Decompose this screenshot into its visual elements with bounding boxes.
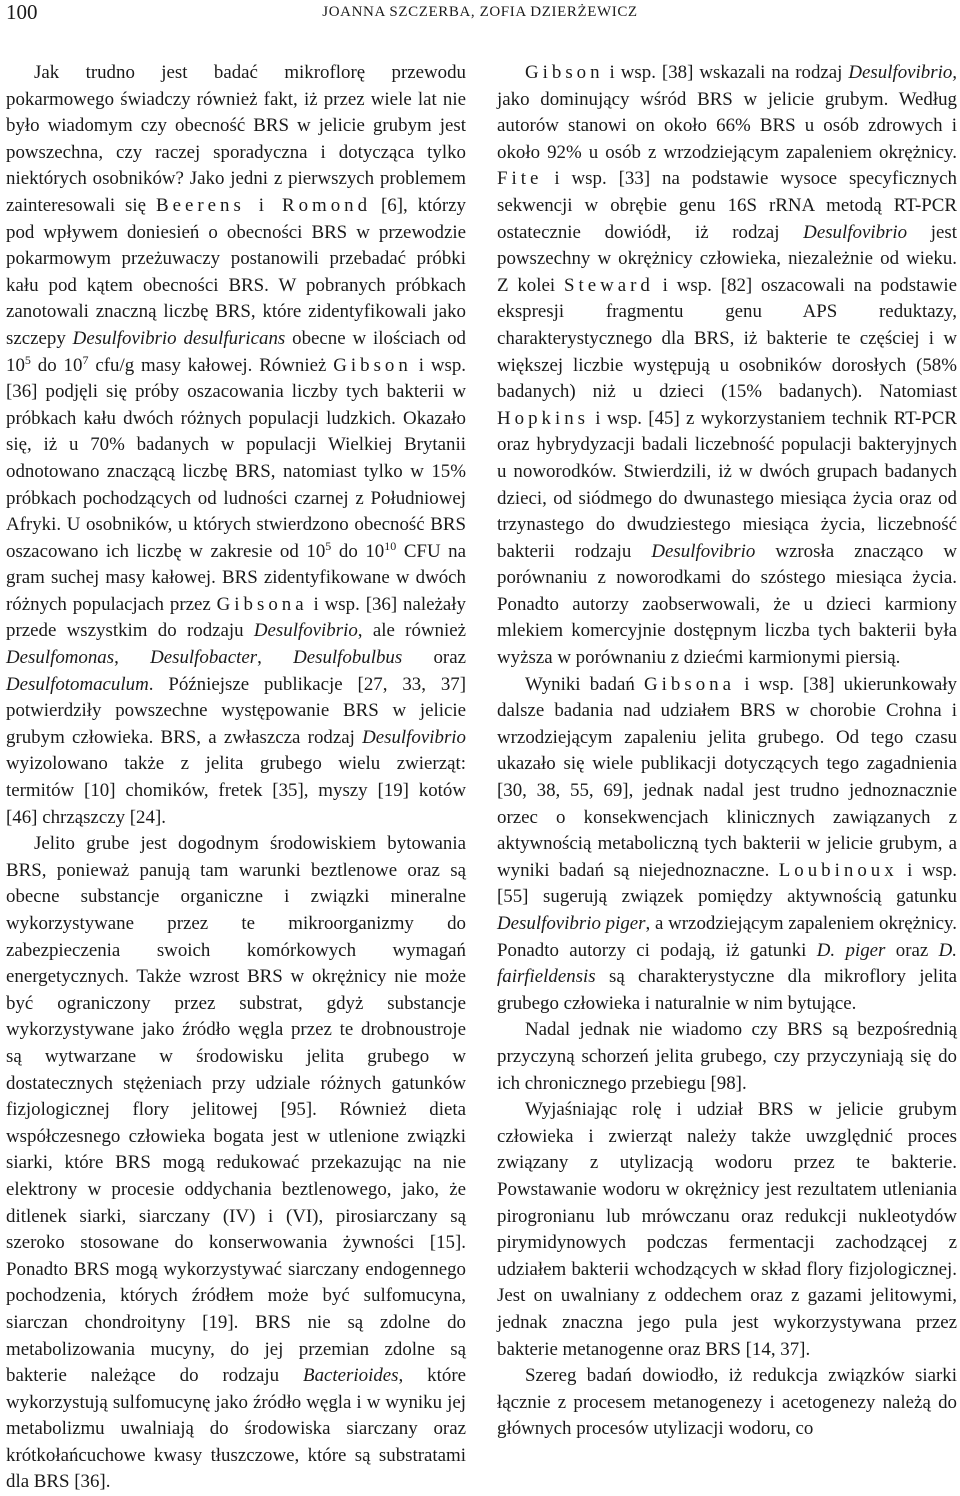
genus-name: Desulfotomaculum xyxy=(6,673,149,695)
genus-name: Desulfovibrio xyxy=(651,540,756,562)
author-name: Hopkins xyxy=(497,407,590,429)
genus-name: Desulfovibrio xyxy=(362,726,466,748)
author-name: Steward xyxy=(563,274,654,296)
author-name: Beerens i Romond xyxy=(155,194,372,216)
left-column xyxy=(6,60,466,1496)
species-name: D. piger xyxy=(816,939,886,961)
genus-name: Desulfomonas xyxy=(6,647,115,669)
paragraph: Jak trudno jest badać mikroflorę przewodu pokarmowego świadczy również fakt, iż przez wiele lat nie było wiadomym czy obecność BRS w jelicie grubym jest powszechna, czy raczej sporadyczna i dotycząca tylko niektórych osobników? Jako jedni z pierwszych problemem zainteresowali się Beerens i Romond [6], którzy pod wpływem doniesień o obecności BRS w przewodzie pokarmowym przeżuwaczy postanowili przebadać próbki kału pod kątem obecności BRS. W pobranych próbkach zanotowali znaczną liczbę BRS, które zidentyfikowali jako szczepy Desulfovibrio desulfuricans obecne w ilościach od $10^5$ do $10^7$ cfu/g masy kałowej. Również Gibson i wsp. [36] podjęli się próby oszacowania liczby tych bakterii w próbkach kału dwóch różnych populacji ludzkich. Okazało się, iż u 70% badanych w populacji Wielkiej Brytanii odnotowano znaczącą liczbę BRS, natomiast tylko w 15% próbkach pochodzących od ludności czarnej z Południowej Afryki. U osobników, u których stwierdzono obecność BRS oszacowano ich liczbę w zakresie od $10^5$ do $10^{10}$ CFU na gram suchej masy kałowej. BRS zidentyfikowane w dwóch różnych populacjach przez Gibsona i wsp. [36] należały przede wszystkim do rodzaju Desulfovibrio, ale również Desulfomonas, Desulfobacter, Desulfobulbus oraz Desulfotomaculum. Późniejsze publikacje [27, 33, 37] potwierdziły powszechne występowanie BRS w jelicie grubym człowieka. BRS, a zwłaszcza rodzaj Desulfovibrio wyizolowano także z jelita grubego wielu zwierząt: termitów [10] chomików, fretek [35], myszy [19] kotów [46] chrząszczy [24]. xyxy=(6,62,467,828)
page-header xyxy=(0,0,960,30)
paragraph: Jelito grube jest dogodnym środowiskiem bytowania BRS, ponieważ panują tam warunki beztlenowe oraz są obecne substancje organiczne i związki mineralne wykorzystywane przez te mikroorganizmy do zabezpieczenia swoich komórkowych wymagań energetycznych. Także wzrost BRS w okrężnicy nie może być ograniczony przez substrat, gdyż substancje wykorzystywane jako źródło węgla przez te drobnoustroje są wytwarzane w środowisku jelita grubego w dostatecznych stężeniach przy udziale różnych gatunków fizjologicznej flory jelitowej [95]. Również dieta współczesnego człowieka bogata jest w utlenione związki siarki, które BRS mogą redukować przekazując na nie elektrony w procesie oddychania beztlenowego, jako, że ditlenek siarki, siarczany (IV) i (VI), pirosiarczany są szeroko stosowane do konserwowania żywności [15]. Ponadto BRS mogą wykorzystywać siarczany endogennego pochodzenia, których źródłem może być sulfomucyna, siarczan chondroityny [19]. BRS nie są zdolne do metabolizowania mucyny, do jej przemian zdolne są bakterie należące do rodzaju Bacterioides, które wykorzystują sulfomucynę jako źródło węgla i w wyniku jej metabolizmu uwalniają do środowiska siarczany oraz krótkołańcuchowe kwasy tłuszczowe, które są substratami dla BRS [36]. xyxy=(6,833,466,1493)
genus-name: Desulfobulbus xyxy=(293,647,403,669)
species-name: Desulfovibrio piger xyxy=(497,913,646,934)
page-number: 100 xyxy=(6,0,38,24)
author-name: Gibsona xyxy=(644,673,735,695)
author-name: Fite xyxy=(497,168,543,190)
author-name: Gibsona xyxy=(216,593,308,615)
species-name: Desulfovibrio desulfuricans xyxy=(72,327,286,349)
genus-name: Desulfovibrio xyxy=(253,620,358,642)
author-name: Gibson xyxy=(525,62,604,83)
author-name: Loubinoux xyxy=(778,859,898,881)
genus-name: Desulfovibrio, xyxy=(848,62,957,83)
running-head: JOANNA SZCZERBA, ZOFIA DZIERŻEWICZ xyxy=(322,4,638,20)
genus-name: Desulfovibrio xyxy=(803,221,908,243)
genus-name: Bacterioides xyxy=(303,1365,399,1387)
author-name: Gibson xyxy=(333,354,412,376)
species-name: D. fairfieldensis xyxy=(497,939,958,988)
paragraph: Wyjaśniając rolę i udział BRS w jelicie grubym człowieka i zwierząt należy także uwzględnić proces związany z utylizacją wodoru przez te bakterie. Powstawanie wodoru w okrężnicy jest rezultatem utleniania pirogronianu lub mrówczanu oraz redukcji nukleotydów pirymidynowych podczas fermentacji zachodzącej z udziałem bakterii wchodzących w skład flory fizjologicznej. Jest on uwalniany z oddechem oraz z gazami jelitowymi, jednak znaczna jego pula jest wykorzystywana przez bakterie metanogenne oraz BRS [14, 37]. xyxy=(497,1099,957,1360)
paragraph: Gibson i wsp. [38] wskazali na rodzaj Desulfovibrio, jako dominujący wśród BRS w jelicie grubym. Według autorów stanowi on około 66% BRS u osób zdrowych i około 92% u osób z wrzodziejącym zapaleniem okrężnicy. Fite i wsp. [33] na podstawie wysoce specyficznych sekwencji w obrębie genu 16S rRNA metodą RT-PCR ostatecznie dowiódł, iż rodzaj Desulfovibrio jest powszechny w okrężnicy człowieka, niezależnie od wieku. Z kolei Steward i wsp. [82] oszacowali na podstawie ekspresji fragmentu genu APS reduktazy, charakterystycznego dla BRS, iż bakterie te częściej i w większej liczbie występują u osobników dorosłych (58% badanych) niż u dzieci (15% badanych). Natomiast Hopkins i wsp. [45] z wykorzystaniem technik RT-PCR oraz hybrydyzacji badali liczebność populacji bakteryjnych u noworodków. Stwierdzili, iż w dwóch grupach badanych dzieci, od siódmego do dwunastego miesiąca życia oraz od trzynastego do dwudziestego miesiąca życia, liczebność bakterii rodzaju Desulfovibrio wzrosła znacząco w porównaniu z noworodkami do szóstego miesiąca życia. Ponadto autorzy zaobserwowali, że u dzieci karmiony mlekiem komercyjnie dostępnym liczba tych bakterii była wyższa w porównaniu z dziećmi karmionymi piersią. xyxy=(497,62,957,669)
paragraph: Nadal jednak nie wiadomo czy BRS są bezpośrednią przyczyną schorzeń jelita grubego, czy przyczyniają się do ich chronicznego przebiegu [98]. xyxy=(497,1019,957,1094)
genus-name: Desulfobacter xyxy=(150,647,258,669)
right-column xyxy=(497,60,957,1443)
paragraph: Wyniki badań Gibsona i wsp. [38] ukierunkowały dalsze badania nad udziałem BRS w chorobie Crohna i wrzodziejącym zapaleniu jelita grubego. Od tego czasu ukazało się wiele publikacji dotyczących tego zagadnienia [30, 38, 55, 69], jednak nadal jest trudno jednoznacznie orzec o konsekwencjach klinicznych zawiązanych z aktywnością metaboliczną tych bakterii w jelicie grubym, a wyniki badań są niejednoznaczne. Loubinoux i wsp. [55] sugerują związek pomiędzy aktywnością gatunku Desulfovibrio piger, a wrzodziejącym zapaleniem okrężnicy. Ponadto autorzy ci podają, iż gatunki D. piger oraz D. fairfieldensis są charakterystyczne dla mikroflory jelita grubego człowieka i naturalnie w nim bytujące. xyxy=(497,673,958,1014)
paragraph: Szereg badań dowiodło, iż redukcja związków siarki łącznie z procesem metanogenezy i acetogenezy należą do głównych procesów utylizacji wodoru, co xyxy=(497,1365,957,1440)
